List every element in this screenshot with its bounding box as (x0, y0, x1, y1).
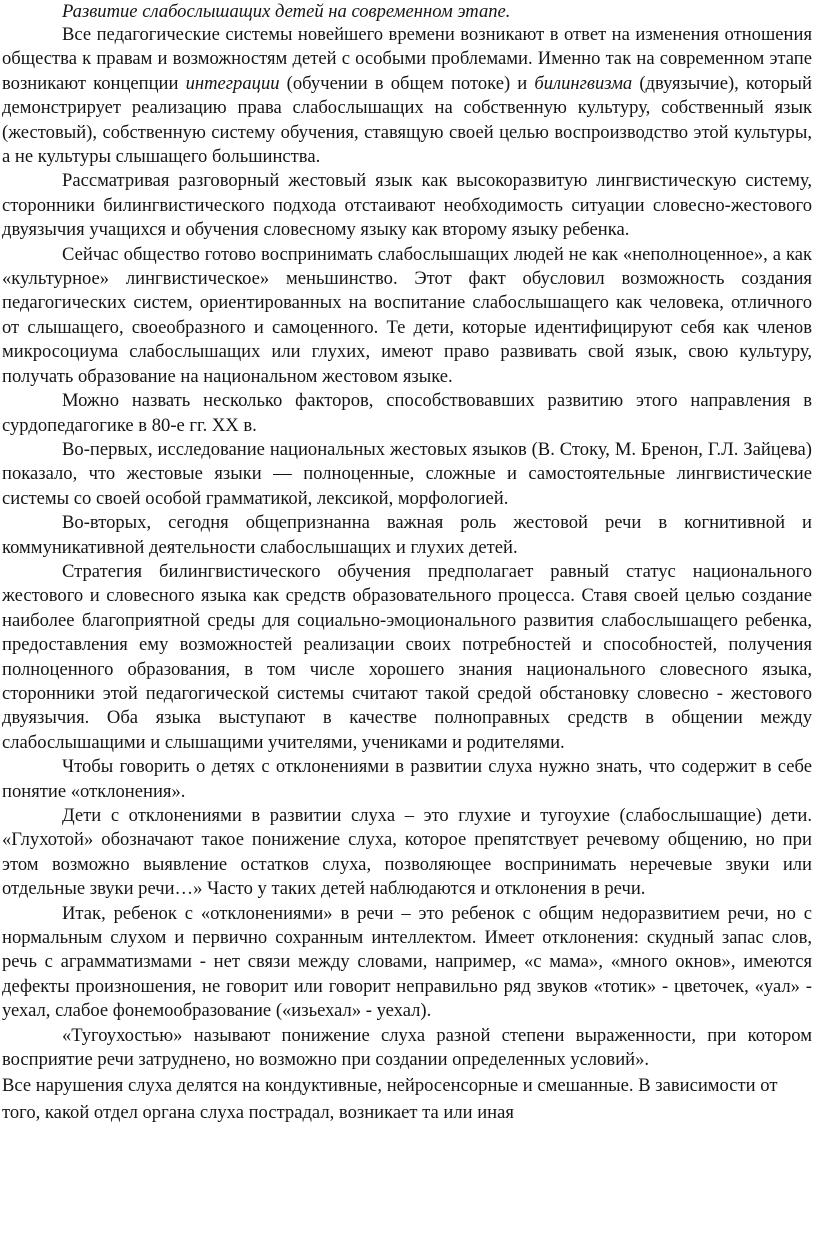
paragraph-4: Можно назвать несколько факторов, способствовавших развитию этого направления в сурдопедагогике в 80-е гг. XX в. (2, 390, 812, 436)
paragraph-9: Дети с отклонениями в развитии слуха – это глухие и тугоухие (слабослышащие) дети. «Глухотой» обозначают такое понижение слуха, которое препятствует речевому общению, но при этом возможно выявление остатков слуха, позволяющее воспринимать неречевые звуки или отдельные звуки речи…» Часто у таких детей наблюдаются и отклонения в речи. (2, 805, 812, 900)
paragraph-1-part-a: Все педагогические системы новейшего времени возникают в ответ на изменения отношения общества к правам и возможностям детей с особыми проблемами. Именно так на современном этапе возникают концепции (2, 24, 812, 94)
paragraph-11: «Тугоухостью» называют понижение слуха разной степени выраженности, при котором восприятие речи затруднено, но возможно при создании определенных условий». (2, 1024, 812, 1071)
paragraph-7: Стратегия билингвистического обучения предполагает равный статус национального жестового и словесного языка как средств образовательного процесса. Ставя своей целью создание наиболее благоприятной среды для социально-эмоционального развития слабослышащего ребенка, предоставления ему возможностей реализации своих потребностей и способностей, получения полноценного образования, в том числе хорошего знания национального словесного языка, сторонники этой педагогической системы считают такой средой обстановку словесно - жестового двуязычия. Оба языка выступают в качестве полноправных средств в общении между слабослышащими и слышащими учителями, учениками и родителями. (2, 560, 812, 753)
paragraph-12: Все нарушения слуха делятся на кондуктивные, нейросенсорные и смешанные. В зависимости от того, какой отдел органа слуха пострадал, возникает та или иная (2, 1075, 778, 1124)
paragraph-8: Чтобы говорить о детях с отклонениями в развитии слуха нужно знать, что содержит в себе понятие «отклонения». (2, 756, 812, 802)
term-integration: интеграции (185, 72, 280, 94)
term-bilingualism: билингвизма (534, 72, 633, 94)
paragraph-2: Рассматривая разговорный жестовый язык как высокоразвитую лингвистическую систему, сторонники билингвистического подхода отстаивают необходимость ситуации словесно-жестового двуязычия учащихся и обучения словесному языку как второму языку ребенка. (2, 170, 812, 241)
paragraph-10: Итак, ребенок с «отклонениями» в речи – это ребенок с общим недоразвитием речи, но с нормальным слухом и первично сохранным интеллектом. Имеет отклонения: скудный запас слов, речь с аграмматизмами - нет связи между словами, например, «с мама», «много окнов», имеются дефекты произношения, не говорит или говорит неправильно ряд звуков «тотик» - цветочек, «уал» - уехал, слабое фонемообразование («изьехал» - уехал). (2, 902, 812, 1022)
paragraph-3: Сейчас общество готово воспринимать слабослышащих людей не как «неполноценное», а как «культурное» лингвистическое» меньшинство. Этот факт обусловил возможность создания педагогических систем, ориентированных на воспитание слабослышащего как человека, отличного от слышащего, своеобразного и самоценного. Те дети, которые идентифицируют себя как членов микросоциума слабослышащих или глухих, имеют право развивать свой язык, свою культуру, получать образование на национальном жестовом языке. (2, 243, 812, 387)
paragraph-1 (2, 23, 812, 169)
paragraph-5: Во-первых, исследование национальных жестовых языков (В. Стоку, М. Бренон, Г.Л. Зайцева) показало, что жестовые языки — полноценные, сложные и самостоятельные лингвистические системы со своей особой грамматикой, лексикой, морфологией. (2, 438, 812, 509)
paragraph-6: Во-вторых, сегодня общепризнанна важная роль жестовой речи в когнитивной и коммуникативной деятельности слабослышащих и глухих детей. (2, 512, 812, 558)
section-heading: Развитие слабослышащих детей на современном этапе. (62, 1, 511, 22)
paragraph-1-part-e: (двуязычие), который демонстрирует реализацию права слабослышащих на собственную культуру, собственный язык (жестовый), собственную систему обучения, ставящую своей целью воспроизводство этой культуры, а не культуры слышащего большинства. (2, 72, 812, 168)
paragraph-1-part-c: (обучении в общем потоке) и (279, 72, 535, 94)
